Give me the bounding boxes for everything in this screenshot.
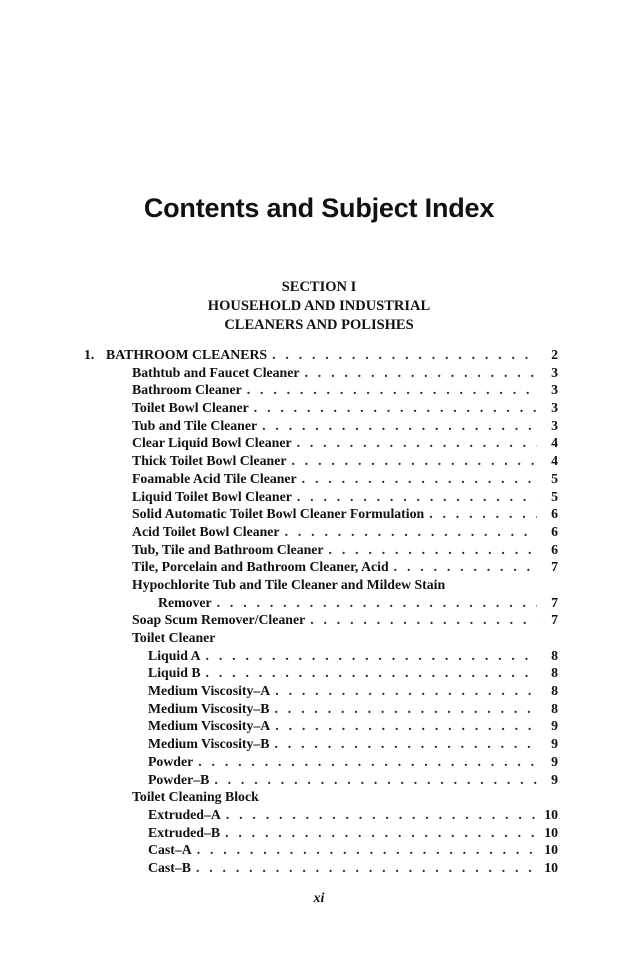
dot-leader xyxy=(304,364,537,382)
section-number: SECTION I xyxy=(281,279,357,295)
toc-entry-label: Bathtub and Faucet Cleaner xyxy=(132,364,300,380)
toc-entry-row xyxy=(84,859,558,877)
toc-page-number: 4 xyxy=(551,435,558,451)
dot-leader xyxy=(254,399,537,417)
toc-entry-label: Thick Toilet Bowl Cleaner xyxy=(132,453,287,469)
toc-entry-label: Tub, Tile and Bathroom Cleaner xyxy=(132,541,324,557)
dot-leader xyxy=(275,682,537,700)
dot-leader xyxy=(275,700,538,718)
dot-leader xyxy=(214,771,537,789)
toc-page-number: 3 xyxy=(551,382,558,398)
toc-entry-row xyxy=(84,735,558,753)
toc-entry-row xyxy=(84,381,558,399)
toc-entry-row xyxy=(84,647,558,665)
dot-leader xyxy=(429,505,537,523)
toc-entry-row xyxy=(84,717,558,735)
toc-entry-row xyxy=(84,771,558,789)
toc-page-number: 8 xyxy=(551,665,558,681)
toc-page-number: 9 xyxy=(551,753,558,769)
toc-page-number: 9 xyxy=(551,771,558,787)
toc-entry-row xyxy=(84,664,558,682)
toc-page-number: 2 xyxy=(551,347,558,362)
toc-entry-label: Medium Viscosity–B xyxy=(148,700,270,716)
dot-leader xyxy=(285,523,537,541)
toc-entry-row xyxy=(84,523,558,541)
toc-entry-label: Remover xyxy=(158,594,212,610)
toc-entry-row xyxy=(84,788,558,806)
section-heading xyxy=(0,278,638,335)
toc-entry-label: Toilet Cleaning Block xyxy=(132,789,259,805)
toc-page-number: 7 xyxy=(551,559,558,575)
toc-page-number: 8 xyxy=(551,700,558,716)
toc-chapter-row xyxy=(84,346,558,364)
dot-leader xyxy=(291,452,537,470)
toc-entry-row xyxy=(84,629,558,647)
toc-entry-row xyxy=(84,488,558,506)
toc-page-number: 7 xyxy=(551,612,558,628)
toc-entry-label: Foamable Acid Tile Cleaner xyxy=(132,470,297,486)
toc-entry-row xyxy=(84,806,558,824)
toc-page-number: 8 xyxy=(551,683,558,699)
toc-entry-row xyxy=(84,824,558,842)
toc-entry-label: BATHROOM CLEANERS xyxy=(106,347,268,362)
dot-leader xyxy=(217,594,537,612)
dot-leader xyxy=(272,346,537,364)
toc-entry-label: Cast–A xyxy=(148,842,192,858)
toc-entry-label: Powder–B xyxy=(148,771,210,787)
dot-leader xyxy=(225,824,537,842)
toc-entry-label: Solid Automatic Toilet Bowl Cleaner Formulation xyxy=(132,506,425,522)
toc-entry-row xyxy=(84,452,558,470)
toc-entry-label: Acid Toilet Bowl Cleaner xyxy=(132,523,280,539)
toc-page-number: 8 xyxy=(551,647,558,663)
dot-leader xyxy=(197,841,537,859)
toc-entry-row xyxy=(84,470,558,488)
toc-entry-label: Tub and Tile Cleaner xyxy=(132,417,258,433)
toc-entry-label: Cast–B xyxy=(148,859,191,875)
toc-entry-label: Toilet Bowl Cleaner xyxy=(132,400,249,416)
toc-page-number: 3 xyxy=(551,417,558,433)
toc-page-number: 9 xyxy=(551,718,558,734)
toc-entry-label: Clear Liquid Bowl Cleaner xyxy=(132,435,292,451)
toc-entry-label: Tile, Porcelain and Bathroom Cleaner, Acid xyxy=(132,559,389,575)
dot-leader xyxy=(262,417,537,435)
toc-page-number: 7 xyxy=(551,594,558,610)
dot-leader xyxy=(394,558,537,576)
toc-entry-label: Liquid B xyxy=(148,665,201,681)
toc-entry-row xyxy=(84,841,558,859)
page-title: Contents and Subject Index xyxy=(143,193,495,223)
toc-page-number: 10 xyxy=(544,859,558,875)
toc-entry-label: Extruded–A xyxy=(148,806,221,822)
toc-entry-row xyxy=(84,594,558,612)
toc-page-number: 3 xyxy=(551,364,558,380)
dot-leader xyxy=(247,381,537,399)
toc-entry-row xyxy=(84,700,558,718)
toc-page-number: 3 xyxy=(551,400,558,416)
toc-page-number: 6 xyxy=(551,541,558,557)
toc-entry-row xyxy=(84,434,558,452)
toc-chapter-number: 1. xyxy=(84,347,95,362)
toc-entry-label: Hypochlorite Tub and Tile Cleaner and Mildew Stain xyxy=(132,576,446,592)
toc-page-number: 10 xyxy=(544,824,558,840)
dot-leader xyxy=(275,717,537,735)
toc-page-number: 5 xyxy=(551,470,558,486)
page-number: xi xyxy=(313,891,325,906)
toc-entry-row xyxy=(84,505,558,523)
dot-leader xyxy=(297,434,537,452)
section-title-line-2: CLEANERS AND POLISHES xyxy=(224,317,414,333)
dot-leader xyxy=(206,664,537,682)
toc-page-number: 9 xyxy=(551,736,558,752)
toc-entry-label: Liquid A xyxy=(148,647,201,663)
toc-entry-row xyxy=(84,576,558,594)
toc-entry-label: Medium Viscosity–A xyxy=(148,683,271,699)
dot-leader xyxy=(329,541,537,559)
toc-page-number: 6 xyxy=(551,506,558,522)
toc-entry-label: Liquid Toilet Bowl Cleaner xyxy=(132,488,292,504)
dot-leader xyxy=(198,753,537,771)
table-of-contents xyxy=(84,346,558,877)
toc-page-number: 10 xyxy=(544,806,558,822)
toc-entry-label: Soap Scum Remover/Cleaner xyxy=(132,612,306,628)
toc-entry-row xyxy=(84,417,558,435)
toc-entry-label: Bathroom Cleaner xyxy=(132,382,242,398)
toc-entry-label: Powder xyxy=(148,753,194,769)
toc-entry-row xyxy=(84,753,558,771)
section-title-line-1: HOUSEHOLD AND INDUSTRIAL xyxy=(207,298,431,314)
toc-page-number: 5 xyxy=(551,488,558,504)
toc-entry-row xyxy=(84,682,558,700)
toc-page-number: 4 xyxy=(551,453,558,469)
dot-leader xyxy=(206,647,537,665)
dot-leader xyxy=(302,470,537,488)
toc-entry-row xyxy=(84,364,558,382)
dot-leader xyxy=(226,806,537,824)
toc-page-number: 6 xyxy=(551,523,558,539)
toc-entry-row xyxy=(84,399,558,417)
toc-entry-label: Extruded–B xyxy=(148,824,221,840)
toc-entry-label: Medium Viscosity–B xyxy=(148,736,270,752)
dot-leader xyxy=(275,735,538,753)
dot-leader xyxy=(196,859,537,877)
toc-entry-row xyxy=(84,611,558,629)
toc-entry-label: Medium Viscosity–A xyxy=(148,718,271,734)
dot-leader xyxy=(310,611,537,629)
dot-leader xyxy=(297,488,537,506)
toc-entry-row xyxy=(84,558,558,576)
toc-page-number: 10 xyxy=(544,842,558,858)
toc-entry-label: Toilet Cleaner xyxy=(132,630,216,645)
toc-entry-row xyxy=(84,541,558,559)
